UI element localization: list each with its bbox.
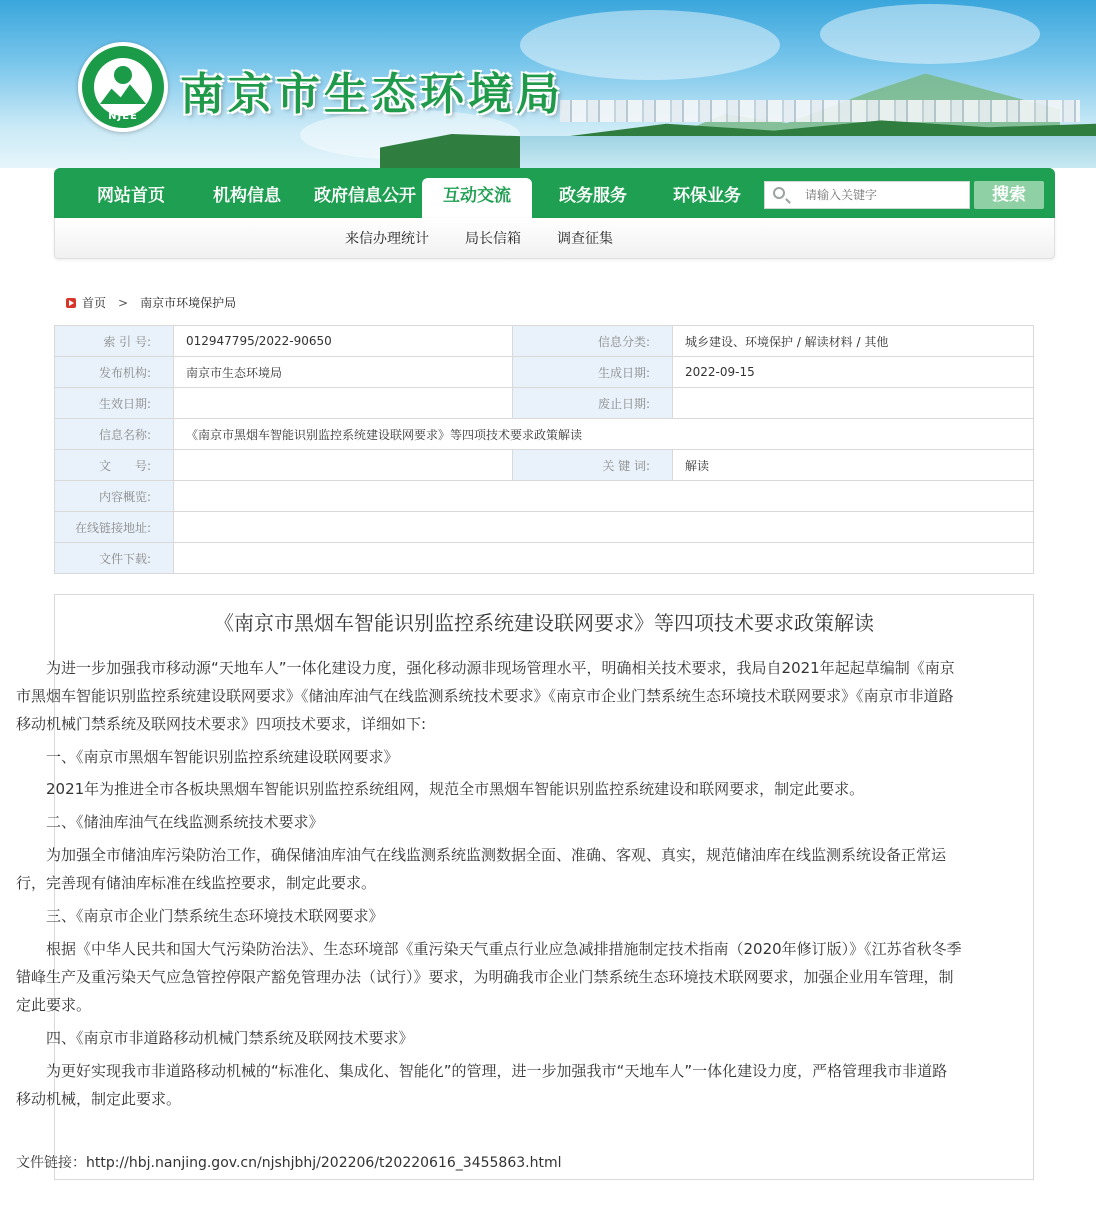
home-icon	[66, 298, 76, 308]
article-paragraph-3: 根据《中华人民共和国大气污染防治法》、生态环境部《重污染天气重点行业应急减排措施制定技术指南（2020年修订版）》《江苏省秋冬季错峰生产及重污染天气应急管控停限产豁免管理办法（试行）》要求，为明确我市企业门禁系统生态环境技术联网要求，加强企业用车管理，制定此要求。	[16, 940, 962, 1014]
chevron-right-icon: >	[118, 295, 129, 310]
sub-nav	[54, 218, 1055, 259]
publisher-label: 发布机构:	[55, 357, 174, 388]
expire-date-value	[673, 388, 1034, 419]
article-title: 《南京市黑烟车智能识别监控系统建设联网要求》等四项技术要求政策解读	[214, 611, 874, 635]
city-skyline	[560, 100, 1080, 122]
breadcrumb-home[interactable]: 首页	[82, 296, 107, 310]
breadcrumb-current[interactable]: 南京市环境保护局	[140, 296, 237, 310]
info-name-label: 信息名称:	[55, 419, 174, 450]
category-value: 城乡建设、环境保护 / 解读材料 / 其他	[673, 326, 1034, 357]
publisher-value: 南京市生态环境局	[174, 357, 513, 388]
online-link-value	[174, 512, 1034, 543]
effective-date-label: 生效日期:	[55, 388, 174, 419]
subnav-item-letter-stats[interactable]: 来信办理统计	[345, 231, 429, 247]
article-heading-2: 二、《储油库油气在线监测系统技术要求》	[46, 813, 324, 831]
article-paragraph-1: 2021年为推进全市各板块黑烟车智能识别监控系统组网，规范全市黑烟车智能识别监控系统建设和联网要求，制定此要求。	[46, 780, 865, 798]
file-download-value	[174, 543, 1034, 574]
search-box	[764, 181, 970, 209]
created-date-value: 2022-09-15	[673, 357, 1034, 388]
summary-value	[174, 481, 1034, 512]
doc-number-value	[174, 450, 513, 481]
keyword-value: 解读	[673, 450, 1034, 481]
breadcrumb	[66, 294, 236, 311]
file-link[interactable]: 文件链接：http://hbj.nanjing.gov.cn/njshjbhj/202206/t20220616_3455863.html	[16, 1155, 562, 1171]
search-input[interactable]	[805, 185, 965, 205]
nav-item-env-business[interactable]: 环保业务	[673, 186, 741, 206]
logo-mountain-icon	[100, 82, 146, 104]
site-title: 南京市生态环境局	[180, 69, 564, 120]
lake-scenery	[520, 136, 1096, 168]
table-row	[55, 326, 1034, 357]
index-value: 012947795/2022-90650	[174, 326, 513, 357]
table-row	[55, 543, 1034, 574]
doc-number-label: 文 号:	[55, 450, 174, 481]
file-download-label: 文件下载:	[55, 543, 174, 574]
keyword-label: 关 键 词:	[513, 450, 673, 481]
nav-item-home[interactable]: 网站首页	[97, 186, 165, 206]
table-row	[55, 388, 1034, 419]
effective-date-value	[174, 388, 513, 419]
article-paragraph-2: 为加强全市储油库污染防治工作，确保储油库油气在线监测系统监测数据全面、准确、客观、真实，规范储油库在线监测系统设备正常运行，完善现有储油库标准在线监控要求，制定此要求。	[16, 846, 947, 892]
subnav-item-director-mailbox[interactable]: 局长信箱	[465, 231, 521, 247]
expire-date-label: 废止日期:	[513, 388, 673, 419]
header-banner	[0, 0, 1096, 168]
nav-item-services[interactable]: 政务服务	[559, 186, 627, 206]
category-label: 信息分类:	[513, 326, 673, 357]
article-paragraph-intro: 为进一步加强我市移动源“天地车人”一体化建设力度，强化移动源非现场管理水平，明确相关技术要求，我局自2021年起起草编制《南京市黑烟车智能识别监控系统建设联网要求》《储油库油气在线监测系统技术要求》《南京市企业门禁系统生态环境技术联网要求》《南京市非道路移动机械门禁系统及联网技术要求》四项技术要求，详细如下:	[16, 659, 955, 733]
info-name-value: 《南京市黑烟车智能识别监控系统建设联网要求》等四项技术要求政策解读	[174, 419, 1034, 450]
subnav-item-survey[interactable]: 调查征集	[557, 231, 613, 247]
index-label: 索 引 号:	[55, 326, 174, 357]
info-table	[54, 325, 1034, 574]
article-heading-4: 四、《南京市非道路移动机械门禁系统及联网技术要求》	[46, 1029, 414, 1047]
table-row	[55, 481, 1034, 512]
created-date-label: 生成日期:	[513, 357, 673, 388]
article-paragraph-4: 为更好实现我市非道路移动机械的“标准化、集成化、智能化”的管理，进一步加强我市“天地车人”一体化建设力度，严格管理我市非道路移动机械，制定此要求。	[16, 1062, 948, 1108]
article-heading-1: 一、《南京市黑烟车智能识别监控系统建设联网要求》	[46, 748, 399, 766]
article-heading-3: 三、《南京市企业门禁系统生态环境技术联网要求》	[46, 907, 384, 925]
table-row	[55, 512, 1034, 543]
nav-item-gov-info[interactable]: 政府信息公开	[314, 186, 416, 206]
table-row	[55, 419, 1034, 450]
site-logo[interactable]	[78, 42, 168, 132]
search-button[interactable]: 搜索	[974, 181, 1044, 209]
nav-item-interaction[interactable]: 互动交流	[422, 178, 532, 218]
logo-emblem	[94, 58, 152, 116]
main-nav	[54, 168, 1055, 218]
summary-label: 内容概览:	[55, 481, 174, 512]
online-link-label: 在线链接地址:	[55, 512, 174, 543]
search-icon	[773, 187, 785, 199]
logo-text: NJEE	[108, 111, 138, 122]
table-row	[55, 450, 1034, 481]
table-row	[55, 357, 1034, 388]
nav-item-organization[interactable]: 机构信息	[213, 186, 281, 206]
logo-sun-icon	[114, 66, 132, 84]
